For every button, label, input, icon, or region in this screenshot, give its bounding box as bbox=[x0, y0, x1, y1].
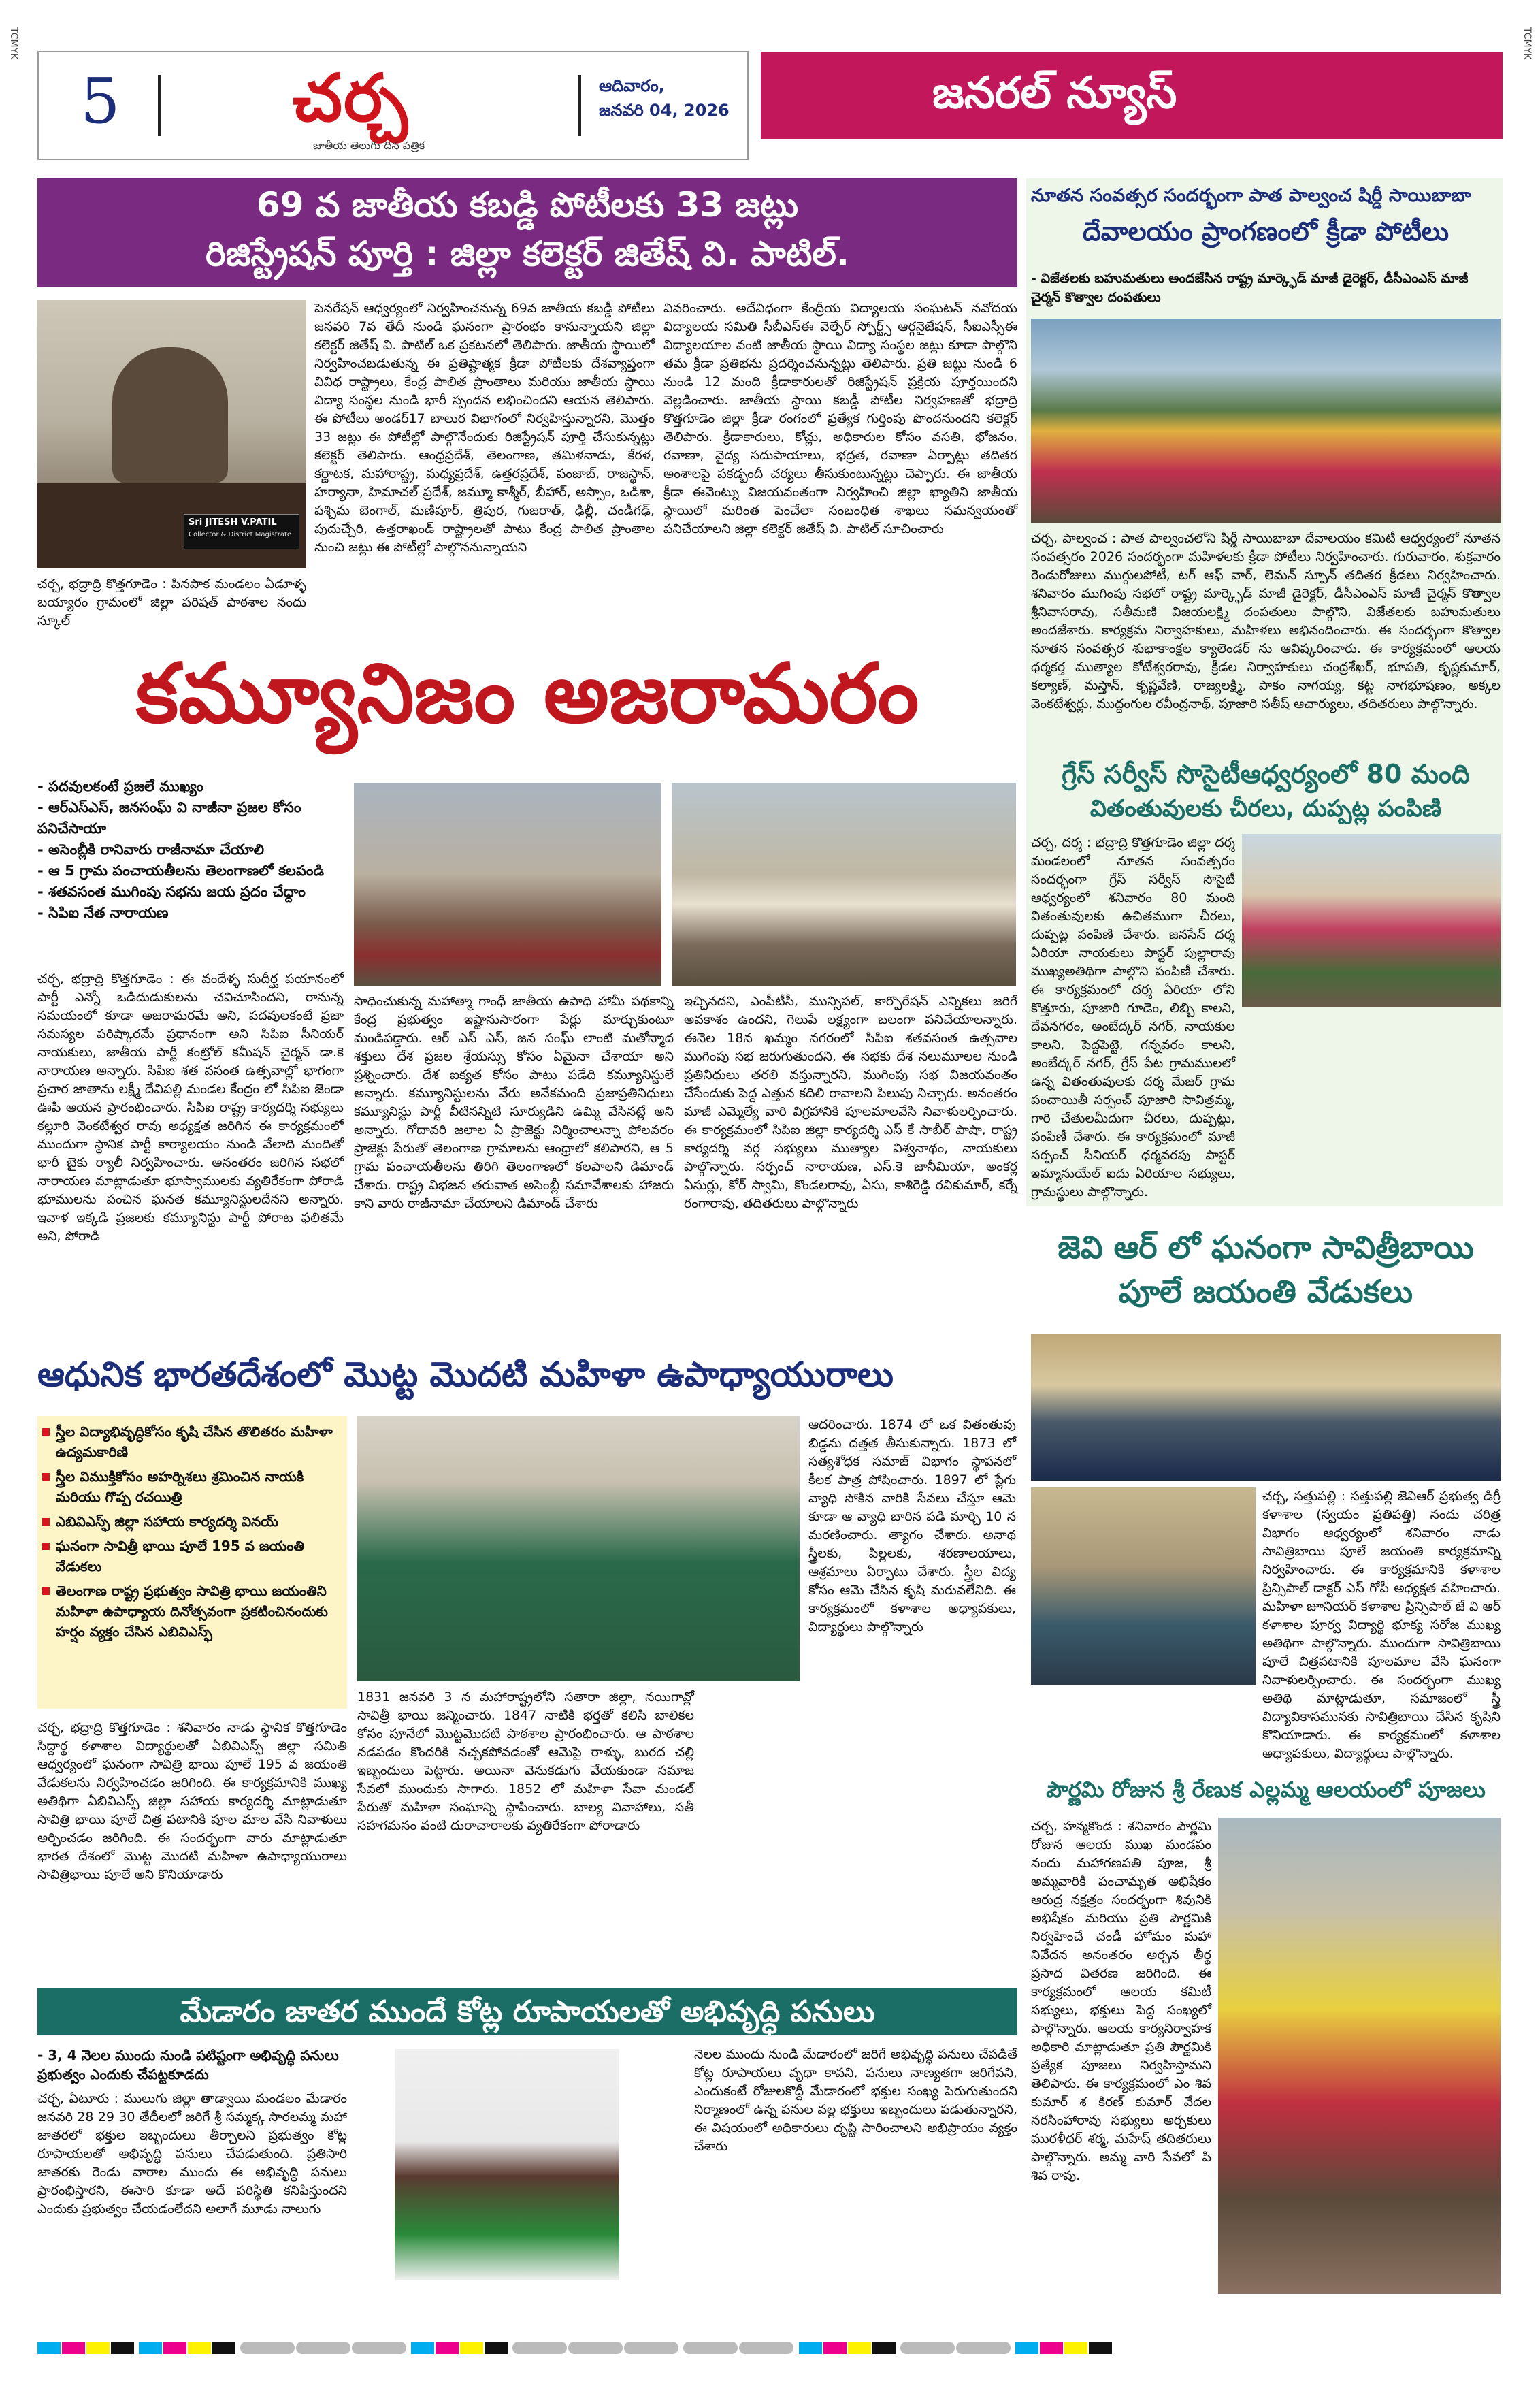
communism-headline: కమ్యూనిజం అజరామరం bbox=[135, 647, 919, 741]
communism-bullet: - అసెంబ్లీకి రానివారు రాజీనామా చేయాలి bbox=[37, 841, 265, 858]
masthead-day: ఆదివారం, bbox=[599, 76, 665, 95]
nameplate-text: Sri JITESH V.PATIL bbox=[189, 517, 277, 528]
communism-bullet: - శతవసంత ముగింపు సభను జయ ప్రదం చేద్దాం bbox=[37, 884, 306, 900]
medaram-photo bbox=[395, 2049, 619, 2280]
teacher-col3: ఆదరించారు. 1874 లో ఒక వితంతువు బిడ్డను దత్తత తీసుకున్నారు. 1873 లో సత్యశోధక సమాజ్ విభాగం స్థాపనలో కీలక పాత్ర పోషించారు. 1897 లో ప్లేగు వ్యాధి సోకిన వారికి సేవలు చేస్తూ ఆమె కూడా ఆ వ్యాధి బారిన పడి మార్చి 10 న మరణించారు. త్యాగం చేశారు. అనాథ స్త్రీలకు, పిల్లలకు, శరణాలయాలు, ఆశ్రమాలు ఏర్పాటు చేశారు. స్త్రీల విద్య కోసం ఆమె చేసిన కృషి మరువలేనిది. ఈ కార్యక్రమంలో కళాశాల అధ్యాపకులు, విద్యార్థులు పాల్గొన్నారు bbox=[808, 1417, 1016, 1634]
savitribai-photo-2 bbox=[1031, 1487, 1256, 1685]
kabaddi-headline-1: 69 వ జాతీయ కబడ్డి పోటీలకు 33 జట్లు bbox=[256, 185, 799, 225]
masthead-divider bbox=[158, 75, 161, 136]
teacher-bullet: ఘనంగా సావిత్రీ భాయి పూలే 195 వ జయంతి వేడుకలు bbox=[41, 1536, 344, 1577]
saibaba-headline-2: దేవాలయం ప్రాంగణంలో క్రీడా పోటీలు bbox=[1082, 216, 1449, 246]
color-registration-strip bbox=[37, 2342, 1501, 2355]
masthead bbox=[0, 0, 1540, 167]
grace-photo bbox=[1242, 834, 1501, 1007]
medaram-col2: నెలల ముందు నుండి మేడారంలో జరిగే అభివృద్ధి పనులు చేపడితే కోట్ల రూపాయలు వృధా కావని, పనులు నాణ్యతగా జరిగేవని, ఎందుకంటే రోజులకొద్దీ మేడారంలో భక్తుల సంఖ్య పెరుగుతుందని నిర్మాణంలో ఉన్న పనుల వల్ల భక్తులు ఇబ్బందులు పడుతున్నారని, ఈ విషయంలో అధికారులు దృష్టి సారించాలని అభిప్రాయం వ్యక్తం చేశారు bbox=[694, 2047, 1017, 2154]
savitribai-body-cont bbox=[1031, 1690, 1501, 1771]
saibaba-headline-1: నూతన సంవత్సర సందర్భంగా పాత పాల్వంచ షిర్డీ సాయిబాబా bbox=[1031, 185, 1471, 206]
medaram-col1: చర్చ, ఏటూరు : ములుగు జిల్లా తాడ్వాయి మండలం మేడారం జనవరి 28 29 30 తేదీలలో జరిగే శ్రీ సమ్మక్క సారలమ్మ మహా జాతరలో భక్తుల ఇబ్బందులు తీర్చాలని ప్రభుత్వం కోట్ల రూపాయలతో అభివృద్ధి పనులు చేపడుతుంది. ప్రతిసారి జాతరకు రెండు వారాల ముందు ఈ అభివృద్ధి పనులు ప్రారంభిస్తారని, ఈసారి కూడా అదే పరిస్థితి కనిపిస్తుందని ఎందుకు ప్రభుత్వం చేయడంలేదని అలాగే మూడు నాలుగు bbox=[37, 2091, 347, 2216]
savitribai-headline-1: జెవి ఆర్ లో ఘనంగా సావిత్రీబాయి bbox=[1058, 1229, 1474, 1265]
registration-mark-right: TCMYK bbox=[1522, 27, 1533, 60]
grace-headline-1: గ్రేస్ సర్వీస్ సొసైటీఆధ్వర్యంలో 80 మంది bbox=[1062, 759, 1470, 789]
collector-photo bbox=[37, 300, 306, 568]
teacher-col1: చర్చ, భద్రాద్రి కొత్తగూడెం : శనివారం నాడు స్థానిక కొత్తగూడెం సిద్దార్థ కళాశాల విద్యార్థులతో ఏబివిఎస్ఫ్ జిల్లా సమితి ఆధ్వర్యంలో ఘనంగా సావిత్రి భాయి పూలే 195 వ జయంతి వేడుకలను నిర్వహించడం జరిగింది. ఈ కార్యక్రమానికి ముఖ్య అతిథిగా ఏబివిఎస్ఫ్ జిల్లా సహాయ కార్యదర్శి మాట్లాడుతూ సావిత్రి భాయి పూలే చిత్ర పటానికి పూల మాల వేసి నివాళులు అర్పించడం జరిగింది. ఈ సందర్భంగా వారు మాట్లాడుతూ భారత దేశంలో మొట్ట మొదటి మహిళా ఉపాధ్యాయురాలు సావిత్రిభాయి పూలే అని కొనియాడారు bbox=[37, 1720, 347, 1882]
saibaba-photo bbox=[1031, 319, 1501, 523]
kabaddi-col3: వివరించారు. అదేవిధంగా కేంద్రీయ విద్యాలయ సంఘటన్ నవోదయ విద్యాలయ సమితి సీబీఎస్ఈ వెల్ఫేర్ స్పోర్ట్స్ ఆర్గనైజేషన్, సీఐఎస్సీఈ విద్యాలయాల వంటి జాతీయ స్థాయి విద్యా సంస్థల జట్లు కూడా పాల్గొని తమ క్రీడా ప్రతిభను ప్రదర్శించనున్నట్లు తెలిపారు. ప్రతి జట్టు నుండి 6 నుండి 12 మంది క్రీడాకారులతో రిజిస్ట్రేషన్ ప్రక్రియ పూర్తయిందని వెల్లడించారు. జాతీయ స్థాయి కబడ్డీ పోటీల నిర్వహణతో భద్రాద్రి కొత్తగూడెం జిల్లా క్రీడా రంగంలో ప్రత్యేక గుర్తింపు పొందనుందని కలెక్టర్ తెలిపారు. క్రీడాకారులు, కోచ్లు, అధికారుల కోసం వసతి, భోజనం, రవాణా, వైద్య సదుపాయాలు, భద్రత, రవాణా ఏర్పాట్లు తదితర అంశాలపై పకడ్బందీ చర్యలు తీసుకుంటున్నట్లు చెప్పారు. ఈ జాతీయ క్రీడా ఈవెంట్ను విజయవంతంగా నిర్వహించి జిల్లా ఖ్యాతిని జాతీయ స్థాయిలో మరింత పెంచేలా సంబంధిత శాఖలు సమన్వయంతో పనిచేయాలని జిల్లా కలెక్టర్ జితేష్ వి. పాటిల్ సూచించారు bbox=[663, 301, 1017, 536]
rally-photo-1 bbox=[354, 783, 661, 986]
communism-bullet: - ఆర్ఎస్ఎస్, జనసంఘ్ వి నాజీనా ప్రజల కోసం పనిచేసాయా bbox=[37, 799, 301, 837]
masthead-divider-2 bbox=[578, 75, 581, 136]
students-photo bbox=[357, 1416, 800, 1681]
savitribai-headline-2: పూలే జయంతి వేడుకలు bbox=[1118, 1273, 1413, 1310]
logo: చర్చ bbox=[293, 60, 409, 136]
grace-body-top: చర్చ, దర్శ : భద్రాద్రి కొత్తగూడెం జిల్లా దర్శ మండలంలో నూతన సంవత్సరం సందర్భంగా గ్రేస్ సర్వీస్ సొసైటీ ఆధ్వర్యంలో శనివారం 80 మంది వితంతువులకు ఉచితముగా చీరలు, దుప్పట్ల పంపిణి చేశారు. జనసేన్ దర్శ ఏరియా నాయకులు పాస్టర్ పుల్లారావు ముఖ్యఅతిథిగా పాల్గొని పంపిణీ చేశారు. ఈ కార్యక్రమంలో దర్శ ఏరియా లోని కొత్తూరు, పూజారి గూడెం, లిబ్బి కాలని, దేవనగరం, అంబేద్కర్ నగర్, నాయకుల కాలని, పెద్దపెట్టె, గన్నవరం కాలని, అంబేద్కర్ నగర్, గ్రేస్ పేట గ్రామములలో ఉన్న వితంతువులకు దర్శ మేజర్ గ్రామ పంచాయితీ సర్పంచ్ పూజారి సావిత్రమ్మ, గారి చేతులమీదుగా చీరలు, దుప్పట్లు, పంపిణీ చేశారు. ఈ కార్యక్రమంలో మాజీ సర్పంచ్ సీనియర్ ధర్మవరపు పాస్టర్ ఇమ్మానుయేల్ ఐదు ఏరియాల సభ్యులు, గ్రామస్థులు పాల్గొన్నారు. bbox=[1031, 835, 1235, 1199]
savitribai-body: చర్చ, సత్తుపల్లి : సత్తుపల్లి జెవిఆర్ ప్రభుత్వ డిగ్రీ కళాశాల (స్వయం ప్రతిపత్తి) నందు చరిత్ర విభాగం ఆధ్వర్యంలో శనివారం నాడు సావిత్రిబాయి పూలే జయంతి కార్యక్రమాన్ని నిర్వహించారు. ఈ కార్యక్రమానికి కళాశాల ప్రిన్సిపాల్ డాక్టర్ ఎస్ గోపీ అధ్యక్షత వహించారు. మహిళా జూనియర్ కళాశాల ప్రిన్సిపాల్ జే వి ఆర్ కళాశాల పూర్వ విద్యార్థి భూక్య సరోజ ముఖ్య అతిథిగా పాల్గొన్నారు. ముందుగా సావిత్రిబాయి పూలే చిత్రపటానికి పూలమాల వేసి ఘనంగా నివాళులర్పించారు. ఈ సందర్భంగా ముఖ్య అతిథి మాట్లాడుతూ, సమాజంలో స్త్రీ విద్యావికాసమునకు సావిత్రిబాయి చేసిన కృషిని కొనియాడారు. ఈ కార్యక్రమంలో కళాశాల అధ్యాపకులు, విద్యార్థులు పాల్గొన్నారు. bbox=[1262, 1489, 1501, 1761]
teacher-bullet: స్త్రీల విద్యాభివృద్ధికోసం కృషి చేసిన తొలితరం మహిళా ఉద్యమకారిణి bbox=[41, 1421, 344, 1462]
communism-col1: చర్చ, భద్రాద్రి కొత్తగూడెం : ఈ వందేళ్ళ సుదీర్ఘ పయానంలో పార్టీ ఎన్నో ఒడిదుడుకులను చవిచూసిందని, రానున్న సమయంలో కూడా అజరామరమే అని, పదవులకంటే ప్రజా సమస్యల పరిష్కారమే ప్రధానంగా అని సిపిఐ సీనియర్ నాయకులు, జాతీయ పార్టీ కంట్రోల్ కమీషన్ చైర్మన్ డా.కె నారాయణ అన్నారు. సిపిఐ శత వసంత ఉత్సవాల్లో భాగంగా ప్రచార జాతాను లక్ష్మీ దేవిపల్లి మండల కేంద్రం లో సిపిఐ జెండా ఊపి ఆయన ప్రారంభించారు. సిపిఐ రాష్ట్ర కార్యదర్శి సభ్యులు కల్లూరి వెంకటేశ్వర రావు అధ్యక్షత జరిగిన ఈ కార్యక్రమంలో ముందుగా స్థానిక పార్టీ కార్యాలయం నుండి వేలాది మందితో భారీ బైకు ర్యాలీ నిర్వహించారు. అనంతరం జరిగిన సభలో నారాయణ మాట్లాడుతూ భూస్వాములకు వ్యతిరేకంగా పోరాడి భూములను పంచిన ఘనత కమ్యూనిస్టులదేనని అన్నారు. ఇవాళ ఇక్కడి ప్రజలకు కమ్యూనిస్టు పార్టీ పోరాట ఫలితమే అని, పోరాడి bbox=[37, 971, 344, 1244]
section-title: జనరల్ న్యూస్ bbox=[932, 68, 1177, 118]
communism-bullet: - పదవులకంటే ప్రజలే ముఖ్యం bbox=[37, 778, 204, 794]
renuka-photo bbox=[1218, 1818, 1501, 2294]
masthead-date: జనవరి 04, 2026 bbox=[599, 101, 730, 120]
nameplate-subtext: Collector & District Magistrate bbox=[189, 531, 292, 538]
communism-col3: ఇచ్చినదని, ఎంపీటీసీ, మున్సిపల్, కార్పొరేషన్ ఎన్నికలు జరిగే అవకాశం ఉందని, గెలుపే లక్ష్యంగా బలంగా పనిచేయాలన్నారు. ఈనెల 18న ఖమ్మం నగరంలో సిపిఐ శతవసంత ఉత్సవాల ముగింపు సభ జరుగుతుందని, ఈ సభకు దేశ నలుమూలల నుండి ప్రతినిధులు తరలి వస్తున్నారని, ముగింపు సభ విజయవంతం చేసేందుకు పెద్ద ఎత్తున కదిలి రావాలని పిలుపు నిచ్చారు. అనంతరం మాజీ ఎమ్మెల్యే వారి విగ్రహానికి పూలమాలవేసి నివాళులర్పించారు. ఈ కార్యక్రమంలో సిపిఐ జిల్లా కార్యదర్శి ఎస్ కే సాబీర్ పాషా, రాష్ట్ర కార్యదర్శి వర్గ సభ్యులు ముత్యాల విశ్వనాథం, నాయకులు పాల్గొన్నారు. సర్పంచ్ నారాయణ, ఎస్.కె జానీమియా, అంకర్ల ఏసుర్లు, కోర్ స్వామి, కొండలరావు, ఏసు, కాశిరెడ్డి రవికుమార్, కర్నే రంగారావు, తదితరులు పాల్గొన్నారు bbox=[684, 994, 1017, 1211]
savitribai-photo-1 bbox=[1031, 1334, 1501, 1481]
person-silhouette bbox=[112, 347, 228, 483]
communism-bullets bbox=[37, 776, 344, 924]
teacher-col2: 1831 జనవరి 3 న మహారాష్ట్రలోని సతారా జిల్లా, నయిగావ్లో సావిత్రీ భాయి జన్మించారు. 1847 నాటికి భర్తతో కలిసి బాలికల కోసం పూనేలో మొట్టమొదటి పాఠశాల ప్రారంభించారు. ఆ పాఠశాల నడపడం కొందరికి నచ్చకపోవడంతో ఆమెపై రాళ్ళు, బురద చల్లి ఇబ్బందులు పెట్టారు. అయినా వెనుకడుగు వేయకుండా సమాజ సేవలో ముందుకు సాగారు. 1852 లో మహిళా సేవా మండల్ పేరుతో మహిళా సంఘాన్ని స్థాపించారు. బాల్య వివాహాలు, సతీ సహగమనం వంటి దురాచారాలకు వ్యతిరేకంగా పోరాడారు bbox=[357, 1690, 694, 1833]
teacher-bullets bbox=[41, 1421, 344, 1646]
communism-bullet: - ఆ 5 గ్రామ పంచాయతీలను తెలంగాణలో కలపండి bbox=[37, 862, 325, 879]
registration-mark-left: TCMYK bbox=[8, 27, 19, 60]
teacher-bullet: తెలంగాణ రాష్ట్ర ప్రభుత్వం సావిత్రి భాయి జయంతిని మహిళా ఉపాధ్యాయ దినోత్సవంగా ప్రకటించినందుకు హర్షం వ్యక్తం చేసిన ఎబివిఎస్ఫ్ bbox=[41, 1581, 344, 1642]
teacher-bullet: ఎబివిఎస్ఫ్ జిల్లా సహాయ కార్యదర్శి వినయ్ bbox=[41, 1511, 344, 1532]
saibaba-body: చర్చ, పాల్వంచ : పాత పాల్వంచలోని షిర్డీ సాయిబాబా దేవాలయం కమిటీ ఆధ్వర్యంలో నూతన సంవత్సరం 2026 సందర్భంగా మహిళలకు క్రీడా పోటీలు నిర్వహించారు. గురువారం, శుక్రవారం రెండురోజులు ముగ్గులపోటీ, టగ్ ఆఫ్ వార్, లెమన్ స్పూన్ తదితర క్రీడలు నిర్వహించారు. శనివారం ముగింపు సభలో రాష్ట్ర మార్క్ఫెడ్ మాజీ డైరెక్టర్, డీసీఎంఎస్ మాజీ చైర్మన్ కొత్వాల శ్రీనివాసరావు, సతీమణి విజయలక్ష్మి దంపతులు పాల్గొని, విజేతలకు బహుమతులు అందజేశారు. కార్యక్రమ నిర్వాహకులు, మహిళలు అభినందించారు. ఈ సందర్భంగా కొత్వాల నూతన సంవత్సర శుభాకాంక్షల క్యాలెండర్ ను ఆవిష్కరించారు. ఈ కార్యక్రమంలో ఆలయ ధర్మకర్త ముత్యాల కోటేశ్వరరావు, క్రీడల నిర్వాహకులు చంద్రశేఖర్, భూపతి, కృష్ణకుమార్, కల్యాణ్, మస్తాన్, కృష్ణవేణి, రాజ్యలక్ష్మి, పాకం నాగయ్య, కట్ట నాగభూషణం, అక్కల వెంకటేశ్వర్లు, ముద్దంగుల రవీంద్రనాథ్, పూజారి సతీష్ ఆచార్యులు, తదితరులు పాల్గొన్నారు. bbox=[1031, 531, 1501, 711]
kabaddi-headline-2: రిజిస్ట్రేషన్ పూర్తి : జిల్లా కలెక్టర్ జితేష్ వి. పాటిల్. bbox=[206, 234, 849, 274]
kabaddi-col1: చర్చ, భద్రాద్రి కొత్తగూడెం : పినపాక మండలం ఏడూళ్ళ బయ్యారం గ్రామంలో జిల్లా పరిషత్ పాఠశాల నందు స్కూల్ bbox=[37, 577, 306, 628]
teacher-headline: ఆధునిక భారతదేశంలో మొట్ట మొదటి మహిళా ఉపాధ్యాయురాలు bbox=[37, 1355, 894, 1394]
rally-photo-2 bbox=[672, 783, 1016, 986]
communism-bullet: - సిపిఐ నేత నారాయణ bbox=[37, 905, 169, 921]
page-number: 5 bbox=[80, 65, 120, 138]
logo-tagline: జాతీయ తెలుగు దిన పత్రిక bbox=[313, 139, 425, 152]
renuka-headline: పౌర్ణమి రోజున శ్రీ రేణుక ఎల్లమ్మ ఆలయంలో పూజలు bbox=[1046, 1777, 1486, 1803]
kabaddi-col2: పెనరేషన్ ఆధ్వర్యంలో నిర్వహించనున్న 69వ జాతీయ కబడ్డీ పోటీలు జనవరి 7వ తేదీ నుండి ఘనంగా ప్రారంభం కానున్నాయని జిల్లా కలెక్టర్ జితేష్ వి. పాటిల్ ఒక ప్రకటనలో తెలిపారు. జాతీయ స్థాయిలో నిర్వహించబడుతున్న ఈ ప్రతిష్టాత్మక క్రీడా పోటీలకు దేశవ్యాప్తంగా వివిధ రాష్ట్రాలు, కేంద్ర పాలిత ప్రాంతాలు మరియు జాతీయ స్థాయి విద్యా సంస్థల నుండి భారీ స్పందన లభించిందని ఆయన తెలిపారు. ఈ పోటీలు అండర్17 బాలుర విభాగంలో నిర్వహిస్తున్నారని, మొత్తం 33 జట్లు ఈ పోటీల్లో పాల్గొనేందుకు రిజిస్ట్రేషన్ పూర్తి చేసుకున్నట్లు కలెక్టర్ తెలిపారు. ఆంధ్రప్రదేశ్, తెలంగాణ, తమిళనాడు, కేరళ, కర్ణాటక, మహారాష్ట్ర, మధ్యప్రదేశ్, ఉత్తరప్రదేశ్, పంజాబ్, రాజస్థాన్, హర్యానా, హిమాచల్ ప్రదేశ్, జమ్మూ కాశ్మీర్, బీహార్, అస్సాం, ఒడిశా, పశ్చిమ బెంగాల్, మణిపూర్, త్రిపుర, గుజరాత్, ఢిల్లీ, చండీగఢ్, పుదుచ్చేరి, ఉత్తరాఖండ్ రాష్ట్రాలతో పాటు కేంద్ర పాలిత ప్రాంతాల నుంచి జట్లు ఈ పోటీల్లో పాల్గొననున్నాయని bbox=[314, 301, 655, 555]
medaram-headline: మేడారం జాతర ముందే కోట్ల రూపాయలతో అభివృద్ధి పనులు bbox=[180, 1995, 875, 2029]
teacher-bullet: స్త్రీల విముక్తికోసం అహర్నిశలు శ్రమించిన నాయకి మరియు గొప్ప రచయిత్రి bbox=[41, 1466, 344, 1507]
communism-col2: సాధించుకున్న మహాత్మా గాంధీ జాతీయ ఉపాధి హామీ పథకాన్ని కేంద్ర ప్రభుత్వం ఇష్టానుసారంగా పేర్లు మార్చుకుంటూ మండిపడ్డారు. ఆర్ ఎస్ ఎస్, జన సంఘ్ లాంటి మతోన్మాద శక్తులు దేశ ప్రజల శ్రేయస్సు కోసం ఏమైనా చేశాయా అని ప్రశ్నించారు. దేశ ఐక్యత కోసం పాటు పడేది కమ్యూనిస్టులే అన్నారు. కమ్యూనిస్టులను వేరు అనేకమంది ప్రజాప్రతినిధులు కమ్యూనిస్టు పార్టీ వీటినన్నిటి సూర్యుడిని ఉమ్మి వేసినట్లే అని అన్నారు. గోదావరి జలాల ఏ ప్రాజెక్టు నిర్మించాలన్నా పోలవరం ప్రాజెక్టు పేరుతో తెలంగాణ గ్రామాలను ఆంధ్రాలో కలిపారని, ఆ 5 గ్రామ పంచాయతీలను తిరిగి తెలంగాణలో కలపాలని డిమాండ్ చేశారు. రాష్ట్ర విభజన తరువాత అసెంబ్లీ సమావేశాలకు హాజరు కాని వారు రాజీనామా చేయాలని డిమాండ్ చేశారు bbox=[354, 994, 674, 1211]
grace-headline-2: వితంతువులకు చీరలు, దుప్పట్ల పంపిణి bbox=[1090, 795, 1442, 822]
renuka-body: చర్చ, హన్మకొండ : శనివారం పౌర్ణమి రోజున ఆలయ ముఖ మండపం నందు మహాగణపతి పూజ, శ్రీ అమ్మవారికి పంచామృత అభిషేకం ఆరుద్ర నక్షత్రం సందర్భంగా శివునికి అభిషేకం మరియు ప్రతి పౌర్ణమికి నిర్వహించే చండీ హోమం మహా నివేదన అనంతరం అర్చన తీర్థ ప్రసాద వితరణ జరిగింది. ఈ కార్యక్రమంలో ఆలయ కమిటీ సభ్యులు, భక్తులు పెద్ద సంఖ్యలో పాల్గొన్నారు. ఆలయ కార్యనిర్వాహక అధికారి మాట్లాడుతూ ప్రతి పౌర్ణమికి ప్రత్యేక పూజలు నిర్వహిస్తామని తెలిపారు. ఈ కార్యక్రమంలో ఎం శివ కుమార్ శ కిరణ్ కుమార్ వేదల నరసింహారావు సభ్యులు అర్చకులు మురళీధర్ శర్మ, మహేష్ తదితరులు పాల్గొన్నారు. అమ్మ వారి సేవలో పి శివ రావు. bbox=[1031, 1819, 1211, 2183]
medaram-sub: - 3, 4 నెలల ముందు నుండి పటిష్టంగా అభివృద్ధి పనులు ప్రభుత్వం ఎందుకు చేపట్టకూడదు bbox=[37, 2047, 339, 2082]
saibaba-sub: - విజేతలకు బహుమతులు అందజేసిన రాష్ట్ర మార్క్ఫెడ్ మాజీ డైరెక్టర్, డీసీఎంఎస్ మాజీ చైర్మన్ కొత్వాల దంపతులు bbox=[1031, 271, 1469, 305]
